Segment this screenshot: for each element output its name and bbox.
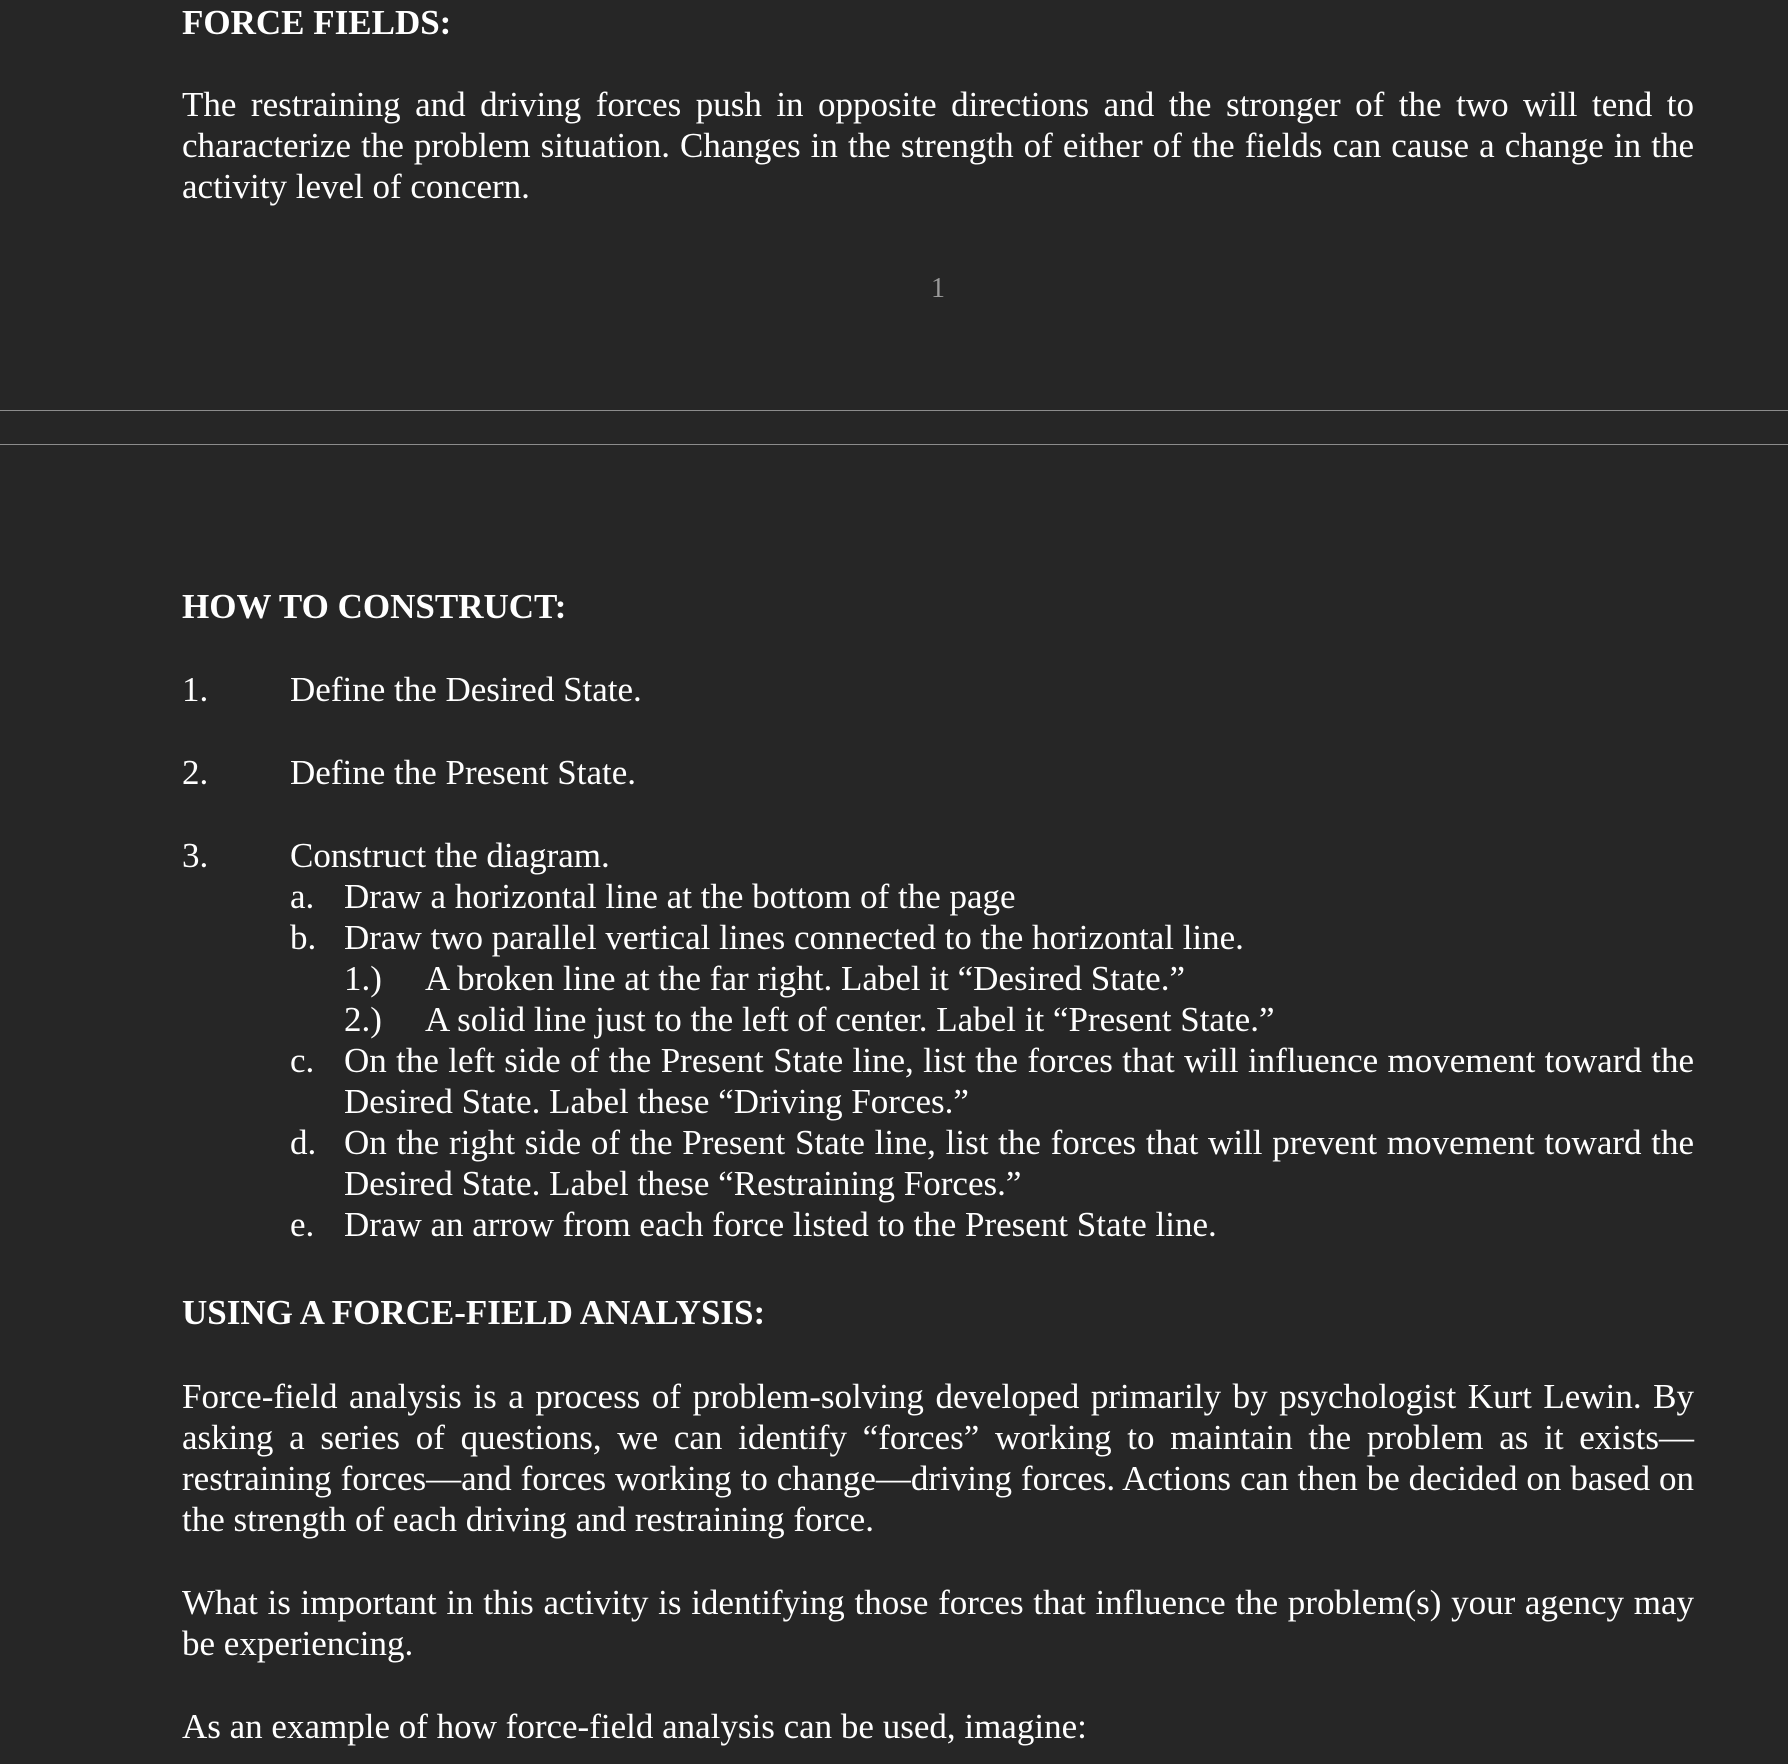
- substep-letter: a.: [290, 877, 315, 916]
- step-text: Define the Desired State.: [290, 670, 642, 709]
- page-top-border: [0, 444, 1788, 445]
- subsubstep-text: A broken line at the far right. Label it “Desired State.”: [425, 959, 1186, 998]
- step-2: [182, 752, 1694, 793]
- step-1: [182, 669, 1694, 710]
- step-3-block: [182, 835, 1694, 1245]
- substep-list: [182, 876, 1694, 1245]
- substep-text: Draw a horizontal line at the bottom of the page: [344, 877, 1016, 916]
- substep-a: [182, 876, 1694, 917]
- substep-text: Draw an arrow from each force listed to the Present State line.: [344, 1205, 1217, 1244]
- substep-text: On the left side of the Present State line, list the forces that will influence movement toward the Desired State. Label these “Driving Forces.”: [344, 1041, 1694, 1121]
- step-number: 3.: [182, 836, 209, 875]
- how-to-construct-heading: HOW TO CONSTRUCT:: [182, 587, 567, 626]
- analysis-paragraph-1: Force-field analysis is a process of problem-solving developed primarily by psychologist Kurt Lewin. By asking a series of questions, we can identify “forces” working to maintain the problem as it exists—restraining forces—and forces working to change—driving forces. Actions can then be decided on based on the strength of each driving and restraining force.: [182, 1377, 1694, 1539]
- subsubstep-number: 1.): [344, 959, 382, 998]
- substep-d: [182, 1122, 1694, 1204]
- substep-letter: b.: [290, 918, 317, 957]
- subsubstep-text: A solid line just to the left of center. Label it “Present State.”: [425, 1000, 1275, 1039]
- analysis-paragraph-3: As an example of how force-field analysis can be used, imagine:: [182, 1707, 1087, 1746]
- force-fields-heading: FORCE FIELDS:: [182, 3, 452, 42]
- subsubstep-2: [182, 999, 1694, 1040]
- step-number: 1.: [182, 670, 209, 709]
- page-number: 1: [931, 273, 945, 304]
- analysis-paragraph-2: What is important in this activity is identifying those forces that influence the problem(s) your agency may be experiencing.: [182, 1583, 1694, 1663]
- force-fields-paragraph: The restraining and driving forces push in opposite directions and the stronger of the two will tend to characterize the problem situation. Changes in the strength of either of the fields can cause a change in the activity level of concern.: [182, 85, 1694, 206]
- substep-letter: d.: [290, 1123, 317, 1162]
- step-number: 2.: [182, 753, 209, 792]
- subsubstep-number: 2.): [344, 1000, 382, 1039]
- substep-b: [182, 917, 1694, 958]
- substep-e: [182, 1204, 1694, 1245]
- page-bottom-border: [0, 410, 1788, 411]
- force-field-analysis-heading: USING A FORCE-FIELD ANALYSIS:: [182, 1293, 766, 1332]
- substep-text: Draw two parallel vertical lines connected to the horizontal line.: [344, 918, 1244, 957]
- step-text: Define the Present State.: [290, 753, 637, 792]
- step-3: [182, 835, 1694, 876]
- substep-letter: c.: [290, 1041, 315, 1080]
- substep-c: [182, 1040, 1694, 1122]
- subsubstep-1: [182, 958, 1694, 999]
- substep-letter: e.: [290, 1205, 315, 1244]
- substep-text: On the right side of the Present State line, list the forces that will prevent movement toward the Desired State. Label these “Restraining Forces.”: [344, 1123, 1694, 1203]
- step-text: Construct the diagram.: [290, 836, 610, 875]
